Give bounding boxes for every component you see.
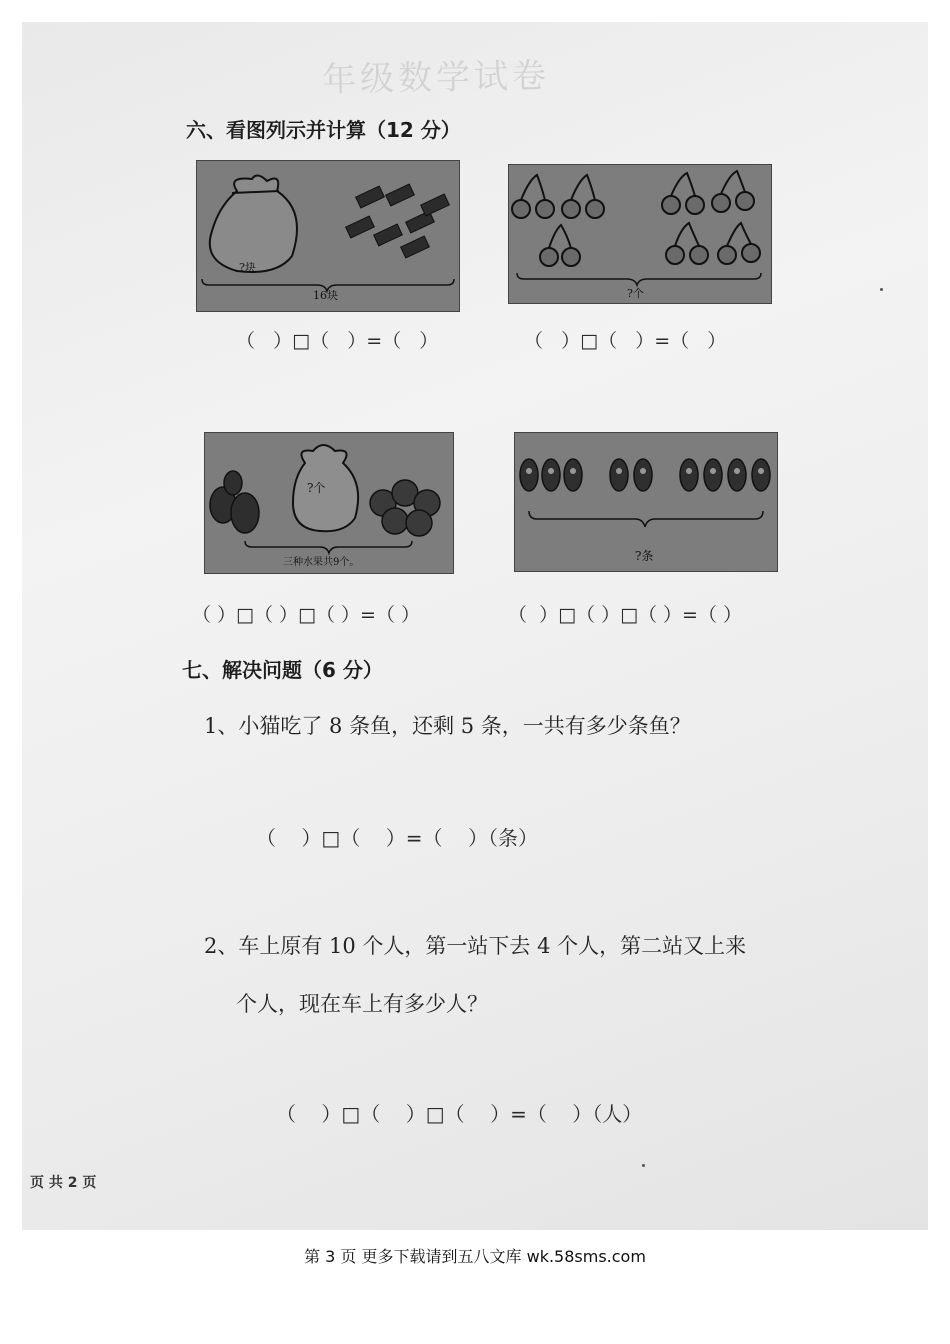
page-fragment-footer: 页 共 2 页 [30,1175,97,1191]
paper-speck [880,288,883,291]
figure-4-bottom-label: ?条 [635,549,654,563]
figure-2-bottom-label: ?个 [627,287,644,300]
figure-3-bottom-label: 三种水果共9个。 [283,557,360,568]
scanned-page [22,22,928,1230]
figure-1-bottom-label: 16块 [313,289,338,302]
question-1-equation[interactable]: （ ）□（ ）=（ ）（条） [256,826,538,850]
figure-1-top-label: ?块 [239,261,256,274]
figure-fish [514,432,778,572]
question-1: 1、小猫吃了 8 条鱼，还剩 5 条，一共有多少条鱼？ [204,714,691,738]
bleed-through-text: 年级数学试卷 [321,56,551,100]
paper-speck [642,1164,645,1167]
equation-row2-left[interactable]: （ ）□（ ）□（ ）=（ ） [192,604,420,626]
equation-row1-right[interactable]: （ ）□（ ）=（ ） [524,330,727,352]
cherries-drawing [509,165,771,303]
equation-row1-left[interactable]: （ ）□（ ）=（ ） [236,330,439,352]
equation-row2-right[interactable]: （ ）□（ ）□（ ）=（ ） [508,604,743,626]
fruits-drawing [205,433,453,573]
figure-fruits [204,432,454,574]
section-7-title: 七、解决问题（6 分） [182,658,383,682]
figure-money-bag [196,160,460,312]
question-2-line-2: 个人，现在车上有多少人？ [236,992,488,1016]
download-caption: 第 3 页 更多下载请到五八文库 wk.58sms.com [304,1247,646,1266]
section-6-title: 六、看图列示并计算（12 分） [186,118,461,142]
figure-3-bag-label: ?个 [307,481,326,495]
question-2-equation[interactable]: （ ）□（ ）□（ ）=（ ）（人） [276,1102,643,1126]
figure-cherries [508,164,772,304]
question-2-line-1: 2、车上原有 10 个人，第一站下去 4 个人，第二站又上来 [204,934,747,958]
